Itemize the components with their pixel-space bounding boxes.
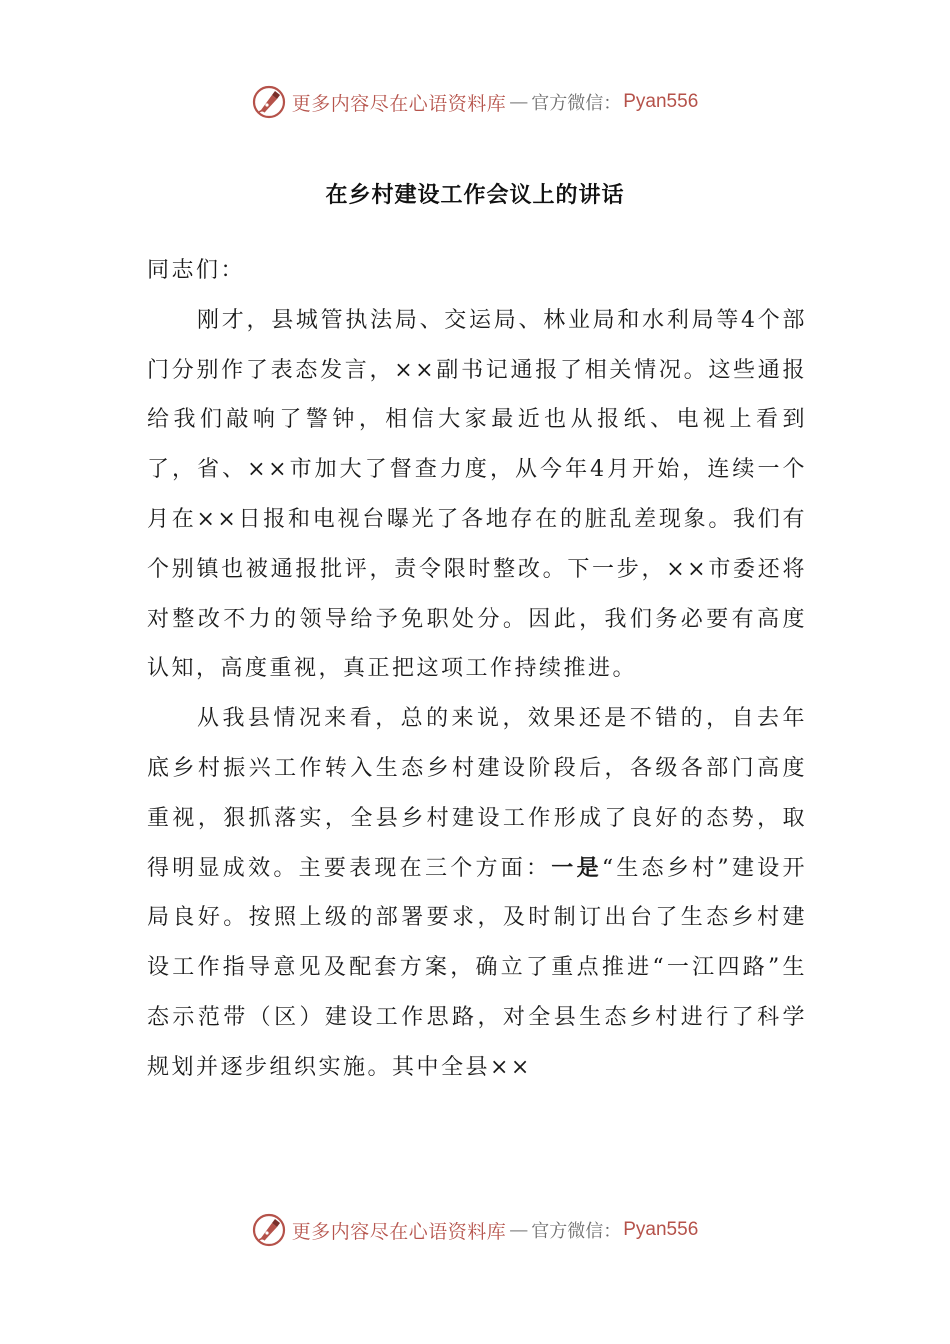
footer-watermark xyxy=(0,1208,950,1252)
watermark-main-text: 更多内容尽在心语资料库 xyxy=(291,1220,507,1243)
page-title: 在乡村建设工作会议上的讲话 xyxy=(325,183,625,208)
watermark-wechat-id: Pyan556 xyxy=(623,1219,699,1240)
watermark-separator: — xyxy=(509,1219,529,1241)
paragraph-2-intro: 从我县情况来看，总的来说，效果还是不错的，自去年底乡村振兴工作转入生态乡村建设阶段后，各级各部门高度重视，狠抓落实，全县乡村建设工作形成了良好的态势，取得明显成效。主要表现在三个方面： xyxy=(147,706,807,881)
header-watermark xyxy=(0,80,950,124)
paragraph-2-bold-marker: 一是 xyxy=(551,854,602,881)
watermark-wechat-label: 官方微信： xyxy=(531,93,622,114)
paragraph-2 xyxy=(147,694,807,1092)
paragraph-1: 刚才，县城管执法局、交运局、林业局和水利局等4个部门分别作了表态发言，××副书记通报了相关情况。这些通报给我们敲响了警钟，相信大家最近也从报纸、电视上看到了，省、××市加大了督查力度，从今年4月开始，连续一个月在××日报和电视台曝光了各地存在的脏乱差现象。我们有个别镇也被通报批评，责令限时整改。下一步，××市委还将对整改不力的领导给予免职处分。因此，我们务必要有高度认知，高度重视，真正把这项工作持续推进。 xyxy=(147,307,807,682)
watermark-separator: — xyxy=(509,91,529,113)
watermark-main-text: 更多内容尽在心语资料库 xyxy=(291,92,507,115)
pen-nib-logo-icon xyxy=(252,85,286,119)
salutation: 同志们： xyxy=(147,258,246,283)
document-body xyxy=(147,246,807,1093)
watermark-wechat-label: 官方微信： xyxy=(531,1221,622,1242)
watermark-wechat-id: Pyan556 xyxy=(623,91,699,112)
pen-nib-logo-icon xyxy=(252,1213,286,1247)
paragraph-2-rest: “生态乡村”建设开局良好。按照上级的部署要求，及时制订出台了生态乡村建设工作指导意见及配套方案，确立了重点推进“一江四路”生态示范带（区）建设工作思路，对全县生态乡村进行了科学规划并逐步组织实施。其中全县×× xyxy=(147,855,807,1080)
